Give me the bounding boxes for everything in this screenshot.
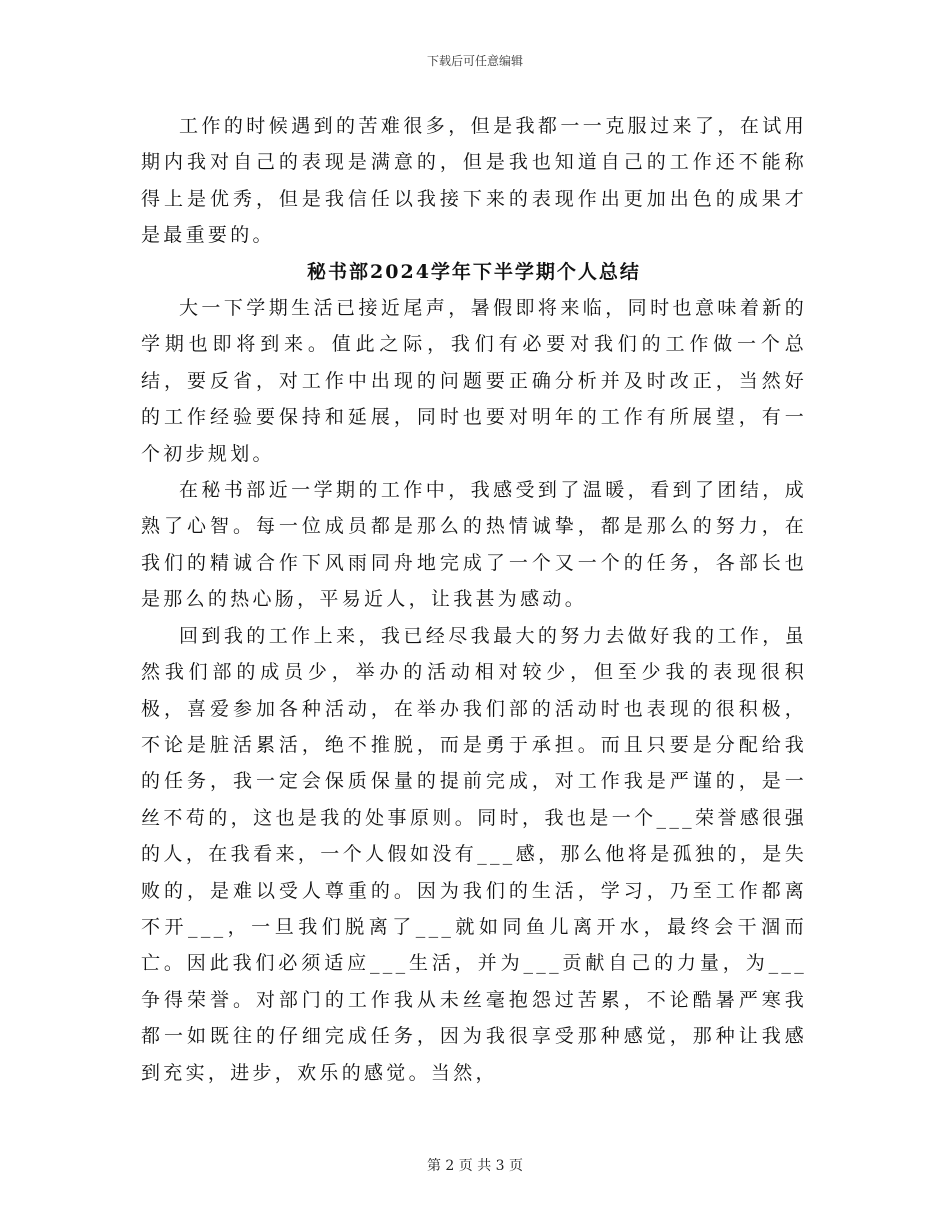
page-footer: 第 2 页 共 3 页 — [426, 1158, 524, 1174]
intro-paragraph: 工作的时候遇到的苦难很多，但是我都一一克服过来了，在试用期内我对自己的表现是满意的，但是我也知道自己的工作还不能称得上是优秀，但是我信任以我接下来的表现作出更加出色的成果才是最重要的。 — [141, 115, 807, 247]
document-body — [141, 108, 807, 1091]
body-paragraph-1: 大一下学期生活已接近尾声，暑假即将来临，同时也意味着新的学期也即将到来。值此之际，我们有必要对我们的工作做一个总结，要反省，对工作中出现的问题要正确分析并及时改正，当然好的工作经验要保持和延展，同时也要对明年的工作有所展望，有一个初步规划。 — [141, 297, 807, 465]
section-title: 秘书部2024学年下半学期个人总结 — [307, 260, 641, 283]
body-paragraph-3: 回到我的工作上来，我已经尽我最大的努力去做好我的工作，虽然我们部的成员少，举办的活动相对较少，但至少我的表现很积极，喜爱参加各种活动，在举办我们部的活动时也表现的很积极，不论是脏活累活，绝不推脱，而是勇于承担。而且只要是分配给我的任务，我一定会保质保量的提前完成，对工作我是严谨的，是一丝不苟的，这也是我的处事原则。同时，我也是一个___荣誉感很强的人，在我看来，一个人假如没有___感，那么他将是孤独的，是失败的，是难以受人尊重的。因为我们的生活，学习，乃至工作都离不开___，一旦我们脱离了___就如同鱼儿离开水，最终会干涸而亡。因此我们必须适应___生活，并为___贡献自己的力量，为___争得荣誉。对部门的工作我从未丝毫抱怨过苦累，不论酷暑严寒我都一如既往的仔细完成任务，因为我很享受那种感觉，那种让我感到充实，进步，欢乐的感觉。当然， — [141, 624, 807, 1084]
page-header: 下载后可任意编辑 — [426, 54, 523, 68]
body-paragraph-2: 在秘书部近一学期的工作中，我感受到了温暖，看到了团结，成熟了心智。每一位成员都是那么的热情诚挚，都是那么的努力，在我们的精诚合作下风雨同舟地完成了一个又一个的任务，各部长也是那么的热心肠，平易近人，让我甚为感动。 — [141, 479, 807, 611]
